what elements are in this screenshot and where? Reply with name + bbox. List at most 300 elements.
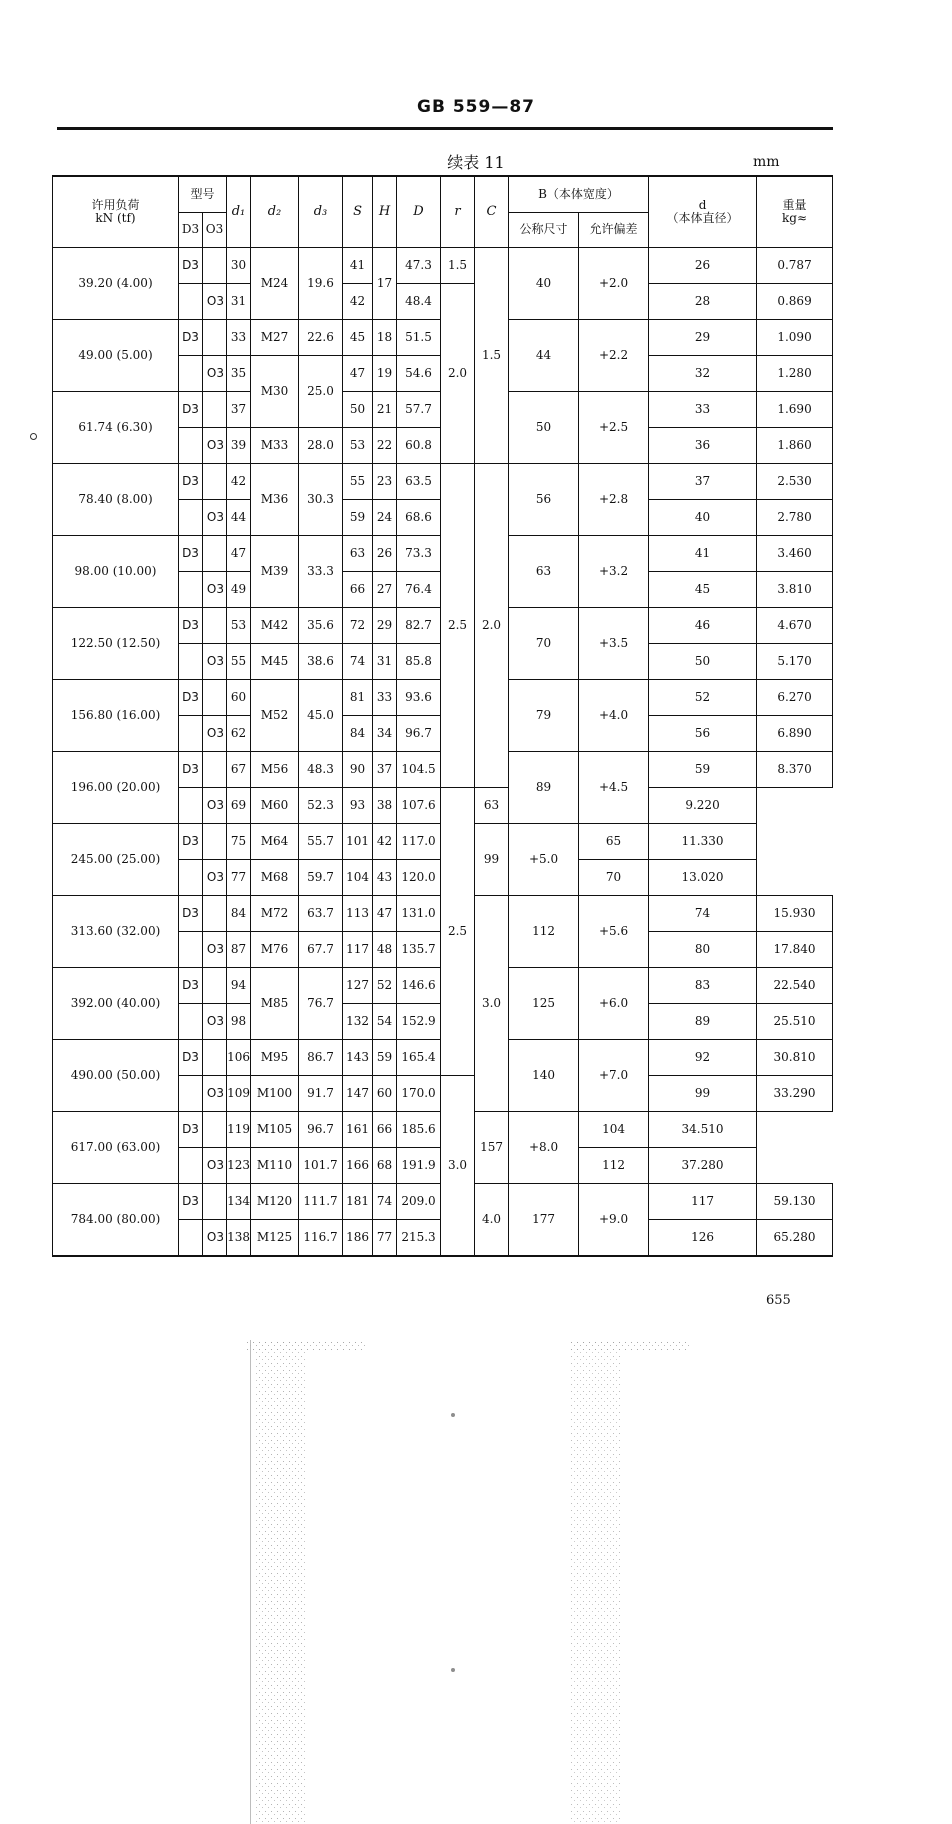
col-weight-line1: 重量 [782, 197, 807, 212]
col-model-d3: D3 [179, 213, 203, 248]
s-cell: 66 [343, 572, 373, 608]
empty-cell [179, 644, 203, 680]
h-cell: 38 [373, 788, 397, 824]
c-cell: 2.5 [441, 788, 475, 1076]
col-model: 型号 [179, 176, 227, 213]
model-d3-cell: D3 [179, 536, 203, 572]
s-cell: 147 [343, 1076, 373, 1112]
d1-cell: 106 [227, 1040, 251, 1076]
d1-cell: 37 [227, 392, 251, 428]
outer-d-cell: 54.6 [397, 356, 441, 392]
load-cell: 196.00 (20.00) [53, 752, 179, 824]
outer-d-cell: 104.5 [397, 752, 441, 788]
b-nominal-cell: 89 [509, 752, 579, 824]
col-body-d-desc: （本体直径） [666, 211, 739, 225]
model-o3-cell: O3 [203, 860, 227, 896]
s-cell: 117 [343, 932, 373, 968]
col-d3: d₃ [299, 176, 343, 248]
s-cell: 72 [343, 608, 373, 644]
empty-cell [203, 608, 227, 644]
weight-cell: 30.810 [757, 1040, 833, 1076]
model-d3-cell: D3 [179, 464, 203, 500]
b-nominal-cell: 125 [509, 968, 579, 1040]
d1-cell: 39 [227, 428, 251, 464]
body-d-cell: 36 [649, 428, 757, 464]
empty-cell [203, 464, 227, 500]
h-cell: 59 [373, 1040, 397, 1076]
load-cell: 39.20 (4.00) [53, 248, 179, 320]
load-cell: 490.00 (50.00) [53, 1040, 179, 1112]
load-cell: 313.60 (32.00) [53, 896, 179, 968]
body-d-cell: 37 [649, 464, 757, 500]
s-cell: 50 [343, 392, 373, 428]
body-d-cell: 126 [649, 1220, 757, 1256]
s-cell: 104 [343, 860, 373, 896]
d3-cell: 48.3 [299, 752, 343, 788]
empty-cell [179, 716, 203, 752]
d1-cell: 75 [227, 824, 251, 860]
weight-cell: 2.530 [757, 464, 833, 500]
model-o3-cell: O3 [203, 932, 227, 968]
h-cell: 19 [373, 356, 397, 392]
d3-cell: 38.6 [299, 644, 343, 680]
d2-cell: M60 [251, 788, 299, 824]
load-cell: 617.00 (63.00) [53, 1112, 179, 1184]
r-cell: 3.0 [475, 896, 509, 1112]
h-cell: 60 [373, 1076, 397, 1112]
h-cell: 42 [373, 824, 397, 860]
d2-cell: M27 [251, 320, 299, 356]
d1-cell: 138 [227, 1220, 251, 1256]
d2-cell: M45 [251, 644, 299, 680]
d2-cell: M52 [251, 680, 299, 752]
outer-d-cell: 146.6 [397, 968, 441, 1004]
h-cell: 17 [373, 248, 397, 320]
d3-cell: 76.7 [299, 968, 343, 1040]
h-cell: 47 [373, 896, 397, 932]
outer-d-cell: 131.0 [397, 896, 441, 932]
weight-cell: 4.670 [757, 608, 833, 644]
empty-cell [203, 536, 227, 572]
weight-cell: 59.130 [757, 1184, 833, 1220]
b-tolerance-cell: +3.2 [579, 536, 649, 608]
weight-cell: 37.280 [649, 1148, 757, 1184]
s-cell: 132 [343, 1004, 373, 1040]
empty-cell [179, 932, 203, 968]
col-b-nominal: 公称尺寸 [509, 213, 579, 248]
d1-cell: 94 [227, 968, 251, 1004]
body-d-cell: 41 [649, 536, 757, 572]
outer-d-cell: 47.3 [397, 248, 441, 284]
h-cell: 34 [373, 716, 397, 752]
model-d3-cell: D3 [179, 392, 203, 428]
d2-cell: M72 [251, 896, 299, 932]
d1-cell: 30 [227, 248, 251, 284]
body-d-cell: 63 [475, 788, 509, 824]
model-o3-cell: O3 [203, 1076, 227, 1112]
d2-cell: M125 [251, 1220, 299, 1256]
outer-d-cell: 82.7 [397, 608, 441, 644]
model-d3-cell: D3 [179, 248, 203, 284]
b-nominal-cell: 40 [509, 248, 579, 320]
s-cell: 93 [343, 788, 373, 824]
col-outer-d: D [397, 176, 441, 248]
h-cell: 33 [373, 680, 397, 716]
d1-cell: 109 [227, 1076, 251, 1112]
col-weight [757, 176, 833, 248]
weight-cell: 34.510 [649, 1112, 757, 1148]
b-nominal-cell: 63 [509, 536, 579, 608]
d2-cell: M64 [251, 824, 299, 860]
empty-cell [179, 572, 203, 608]
c-cell: 1.5 [475, 248, 509, 464]
weight-cell: 6.270 [757, 680, 833, 716]
d1-cell: 134 [227, 1184, 251, 1220]
body-d-cell: 80 [649, 932, 757, 968]
empty-cell [203, 1112, 227, 1148]
empty-cell [179, 428, 203, 464]
h-cell: 43 [373, 860, 397, 896]
weight-cell: 22.540 [757, 968, 833, 1004]
body-d-cell: 50 [649, 644, 757, 680]
b-tolerance-cell: +8.0 [509, 1112, 579, 1184]
model-o3-cell: O3 [203, 1220, 227, 1256]
outer-d-cell: 215.3 [397, 1220, 441, 1256]
standard-number: GB 559—87 [417, 97, 535, 117]
weight-cell: 11.330 [649, 824, 757, 860]
b-nominal-cell: 140 [509, 1040, 579, 1112]
b-nominal-cell: 79 [509, 680, 579, 752]
weight-cell: 5.170 [757, 644, 833, 680]
d2-cell: M100 [251, 1076, 299, 1112]
s-cell: 143 [343, 1040, 373, 1076]
body-d-cell: 26 [649, 248, 757, 284]
b-nominal-cell: 112 [509, 896, 579, 968]
h-cell: 27 [373, 572, 397, 608]
col-d2: d₂ [251, 176, 299, 248]
s-cell: 161 [343, 1112, 373, 1148]
empty-cell [203, 896, 227, 932]
b-tolerance-cell: +4.5 [579, 752, 649, 824]
d3-cell: 45.0 [299, 680, 343, 752]
body-d-cell: 112 [579, 1148, 649, 1184]
empty-cell [203, 1184, 227, 1220]
d1-cell: 55 [227, 644, 251, 680]
model-d3-cell: D3 [179, 680, 203, 716]
model-d3-cell: D3 [179, 752, 203, 788]
weight-cell: 3.810 [757, 572, 833, 608]
r-cell: 1.5 [441, 248, 475, 284]
d3-cell: 19.6 [299, 248, 343, 320]
h-cell: 68 [373, 1148, 397, 1184]
r-cell: 4.0 [475, 1184, 509, 1256]
load-cell: 98.00 (10.00) [53, 536, 179, 608]
b-tolerance-cell: +2.5 [579, 392, 649, 464]
body-d-cell: 56 [649, 716, 757, 752]
outer-d-cell: 117.0 [397, 824, 441, 860]
body-d-cell: 40 [649, 500, 757, 536]
h-cell: 24 [373, 500, 397, 536]
d1-cell: 60 [227, 680, 251, 716]
h-cell: 23 [373, 464, 397, 500]
weight-cell: 0.869 [757, 284, 833, 320]
body-d-cell: 99 [649, 1076, 757, 1112]
s-cell: 59 [343, 500, 373, 536]
body-d-cell: 117 [649, 1184, 757, 1220]
s-cell: 63 [343, 536, 373, 572]
model-o3-cell: O3 [203, 1148, 227, 1184]
d3-cell: 30.3 [299, 464, 343, 536]
d3-cell: 52.3 [299, 788, 343, 824]
h-cell: 66 [373, 1112, 397, 1148]
col-body-d-symbol: d [698, 197, 707, 212]
d3-cell: 22.6 [299, 320, 343, 356]
outer-d-cell: 57.7 [397, 392, 441, 428]
d2-cell: M95 [251, 1040, 299, 1076]
weight-cell: 3.460 [757, 536, 833, 572]
model-o3-cell: O3 [203, 788, 227, 824]
body-d-cell: 32 [649, 356, 757, 392]
h-cell: 37 [373, 752, 397, 788]
empty-cell [203, 680, 227, 716]
d3-cell: 33.3 [299, 536, 343, 608]
weight-cell: 25.510 [757, 1004, 833, 1040]
model-d3-cell: D3 [179, 968, 203, 1004]
s-cell: 55 [343, 464, 373, 500]
scan-artifact [150, 1340, 850, 1824]
load-cell: 49.00 (5.00) [53, 320, 179, 392]
load-cell: 245.00 (25.00) [53, 824, 179, 896]
d1-cell: 31 [227, 284, 251, 320]
body-d-cell: 92 [649, 1040, 757, 1076]
d3-cell: 67.7 [299, 932, 343, 968]
d2-cell: M42 [251, 608, 299, 644]
outer-d-cell: 165.4 [397, 1040, 441, 1076]
s-cell: 45 [343, 320, 373, 356]
body-d-cell: 83 [649, 968, 757, 1004]
h-cell: 74 [373, 1184, 397, 1220]
d3-cell: 35.6 [299, 608, 343, 644]
empty-cell [203, 824, 227, 860]
d2-cell: M24 [251, 248, 299, 320]
model-o3-cell: O3 [203, 716, 227, 752]
d3-cell: 63.7 [299, 896, 343, 932]
empty-cell [179, 500, 203, 536]
d3-cell: 59.7 [299, 860, 343, 896]
d2-cell: M68 [251, 860, 299, 896]
page-number: 655 [766, 1293, 791, 1308]
col-b-tolerance: 允许偏差 [579, 213, 649, 248]
outer-d-cell: 185.6 [397, 1112, 441, 1148]
d2-cell: M85 [251, 968, 299, 1040]
b-tolerance-cell: +2.2 [579, 320, 649, 392]
empty-cell [203, 752, 227, 788]
body-d-cell: 59 [649, 752, 757, 788]
model-d3-cell: D3 [179, 608, 203, 644]
model-d3-cell: D3 [179, 896, 203, 932]
d1-cell: 44 [227, 500, 251, 536]
weight-cell: 2.780 [757, 500, 833, 536]
s-cell: 53 [343, 428, 373, 464]
d1-cell: 87 [227, 932, 251, 968]
outer-d-cell: 51.5 [397, 320, 441, 356]
load-cell: 784.00 (80.00) [53, 1184, 179, 1256]
r-cell: 2.5 [441, 464, 475, 788]
b-nominal-cell: 50 [509, 392, 579, 464]
h-cell: 31 [373, 644, 397, 680]
d1-cell: 49 [227, 572, 251, 608]
outer-d-cell: 107.6 [397, 788, 441, 824]
d3-cell: 116.7 [299, 1220, 343, 1256]
outer-d-cell: 68.6 [397, 500, 441, 536]
weight-cell: 0.787 [757, 248, 833, 284]
d1-cell: 33 [227, 320, 251, 356]
b-tolerance-cell: +6.0 [579, 968, 649, 1040]
model-d3-cell: D3 [179, 1112, 203, 1148]
h-cell: 29 [373, 608, 397, 644]
d1-cell: 98 [227, 1004, 251, 1040]
d3-cell: 111.7 [299, 1184, 343, 1220]
h-cell: 22 [373, 428, 397, 464]
col-b-group: B（本体宽度） [509, 176, 649, 213]
s-cell: 181 [343, 1184, 373, 1220]
s-cell: 166 [343, 1148, 373, 1184]
body-d-cell: 74 [649, 896, 757, 932]
col-d1: d₁ [227, 176, 251, 248]
col-body-d [649, 176, 757, 248]
b-nominal-cell: 157 [475, 1112, 509, 1184]
b-tolerance-cell: +9.0 [579, 1184, 649, 1256]
d2-cell: M105 [251, 1112, 299, 1148]
r-cell: 2.0 [441, 284, 475, 464]
h-cell: 52 [373, 968, 397, 1004]
col-load-line2: kN (tf) [95, 211, 136, 225]
b-nominal-cell: 70 [509, 608, 579, 680]
d1-cell: 123 [227, 1148, 251, 1184]
load-cell: 392.00 (40.00) [53, 968, 179, 1040]
c-cell: 2.0 [475, 464, 509, 788]
outer-d-cell: 191.9 [397, 1148, 441, 1184]
spec-table [52, 175, 833, 1257]
h-cell: 77 [373, 1220, 397, 1256]
model-d3-cell: D3 [179, 1040, 203, 1076]
d1-cell: 42 [227, 464, 251, 500]
b-nominal-cell: 99 [475, 824, 509, 896]
s-cell: 42 [343, 284, 373, 320]
b-tolerance-cell: +5.0 [509, 824, 579, 896]
table-caption: 续表 11 [447, 153, 505, 172]
empty-cell [203, 1040, 227, 1076]
spec-table-container [52, 175, 832, 1257]
d3-cell: 96.7 [299, 1112, 343, 1148]
col-load [53, 176, 179, 248]
s-cell: 47 [343, 356, 373, 392]
col-s: S [343, 176, 373, 248]
model-o3-cell: O3 [203, 428, 227, 464]
b-tolerance-cell: +2.0 [579, 248, 649, 320]
empty-cell [179, 1004, 203, 1040]
outer-d-cell: 93.6 [397, 680, 441, 716]
d1-cell: 62 [227, 716, 251, 752]
outer-d-cell: 135.7 [397, 932, 441, 968]
header-rule [57, 127, 833, 130]
empty-cell [179, 1148, 203, 1184]
d2-cell: M76 [251, 932, 299, 968]
empty-cell [179, 788, 203, 824]
col-model-o3: O3 [203, 213, 227, 248]
weight-cell: 1.690 [757, 392, 833, 428]
weight-cell: 65.280 [757, 1220, 833, 1256]
s-cell: 186 [343, 1220, 373, 1256]
model-o3-cell: O3 [203, 500, 227, 536]
model-d3-cell: D3 [179, 320, 203, 356]
d3-cell: 25.0 [299, 356, 343, 428]
s-cell: 81 [343, 680, 373, 716]
col-weight-line2: kg≈ [782, 211, 808, 225]
b-tolerance-cell: +4.0 [579, 680, 649, 752]
d3-cell: 101.7 [299, 1148, 343, 1184]
h-cell: 21 [373, 392, 397, 428]
s-cell: 127 [343, 968, 373, 1004]
d3-cell: 86.7 [299, 1040, 343, 1076]
body-d-cell: 104 [579, 1112, 649, 1148]
table-row [53, 464, 833, 500]
empty-cell [203, 248, 227, 284]
outer-d-cell: 85.8 [397, 644, 441, 680]
col-h: H [373, 176, 397, 248]
d1-cell: 53 [227, 608, 251, 644]
outer-d-cell: 120.0 [397, 860, 441, 896]
body-d-cell: 45 [649, 572, 757, 608]
b-tolerance-cell: +5.6 [579, 896, 649, 968]
body-d-cell: 46 [649, 608, 757, 644]
weight-cell: 33.290 [757, 1076, 833, 1112]
d1-cell: 84 [227, 896, 251, 932]
d1-cell: 69 [227, 788, 251, 824]
c-cell: 3.0 [441, 1076, 475, 1256]
load-cell: 78.40 (8.00) [53, 464, 179, 536]
unit-label: mm [753, 154, 780, 170]
weight-cell: 17.840 [757, 932, 833, 968]
d1-cell: 77 [227, 860, 251, 896]
model-d3-cell: D3 [179, 824, 203, 860]
body-d-cell: 52 [649, 680, 757, 716]
outer-d-cell: 152.9 [397, 1004, 441, 1040]
empty-cell [203, 968, 227, 1004]
s-cell: 74 [343, 644, 373, 680]
weight-cell: 6.890 [757, 716, 833, 752]
s-cell: 101 [343, 824, 373, 860]
outer-d-cell: 60.8 [397, 428, 441, 464]
d3-cell: 91.7 [299, 1076, 343, 1112]
outer-d-cell: 48.4 [397, 284, 441, 320]
weight-cell: 1.860 [757, 428, 833, 464]
outer-d-cell: 73.3 [397, 536, 441, 572]
empty-cell [179, 356, 203, 392]
model-o3-cell: O3 [203, 356, 227, 392]
h-cell: 18 [373, 320, 397, 356]
d1-cell: 47 [227, 536, 251, 572]
body-d-cell: 65 [579, 824, 649, 860]
empty-cell [203, 320, 227, 356]
model-o3-cell: O3 [203, 644, 227, 680]
h-cell: 26 [373, 536, 397, 572]
empty-cell [179, 1076, 203, 1112]
d2-cell: M39 [251, 536, 299, 608]
table-row [53, 248, 833, 284]
d1-cell: 67 [227, 752, 251, 788]
margin-mark [30, 433, 37, 440]
